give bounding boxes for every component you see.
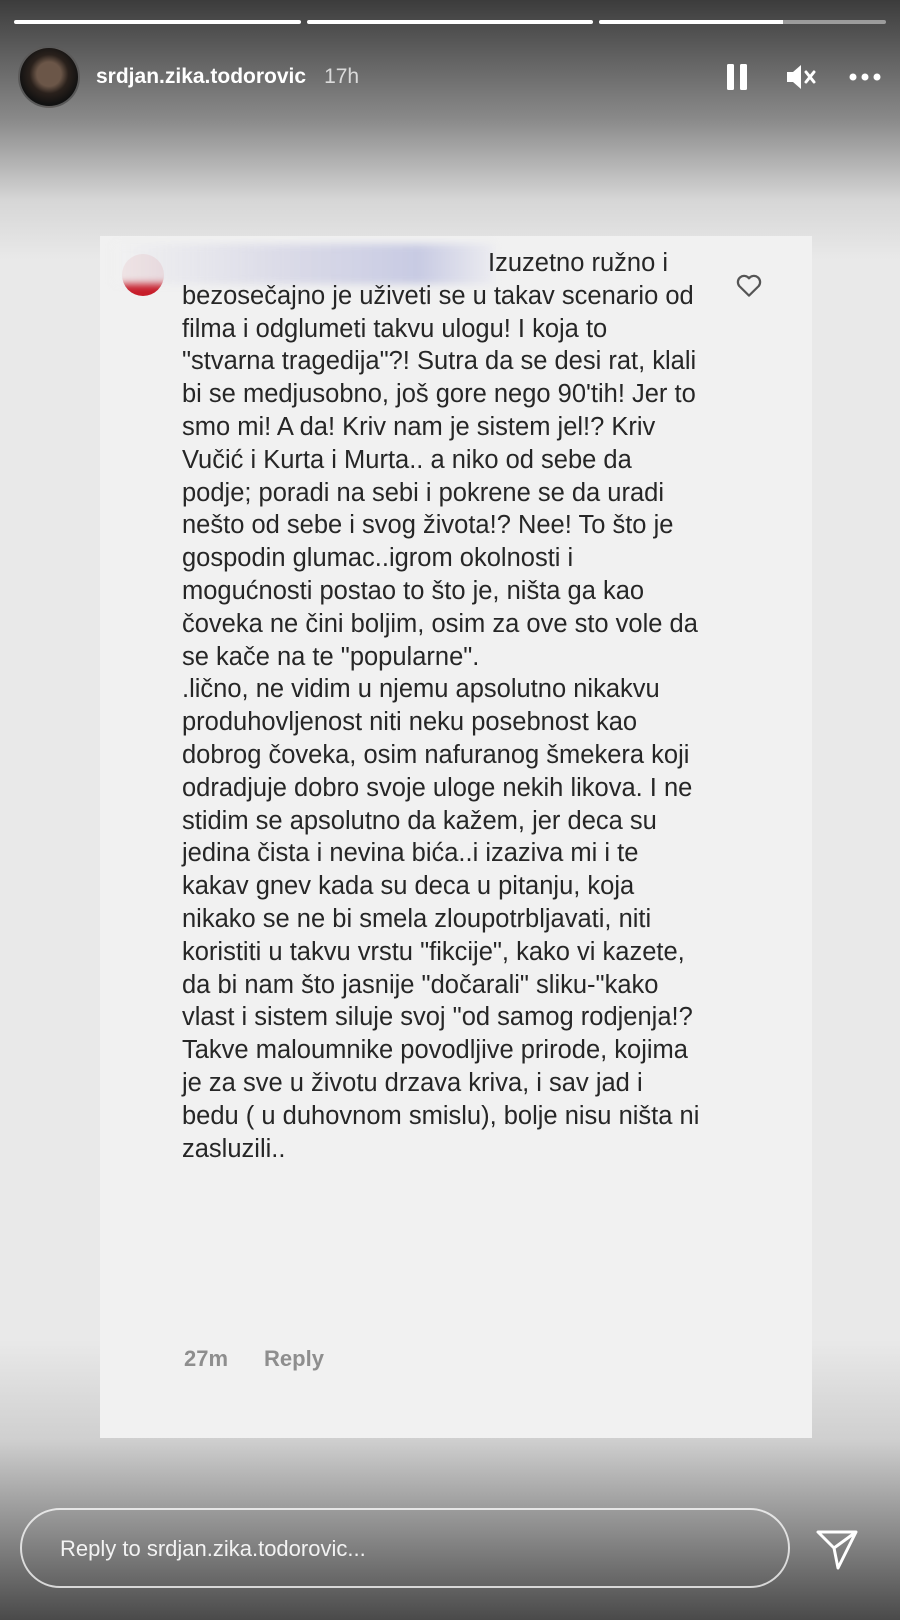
story-time: 17h xyxy=(324,65,360,88)
progress-fill xyxy=(599,20,782,24)
progress-segment xyxy=(307,20,594,24)
heart-icon[interactable] xyxy=(734,270,764,300)
progress-fill xyxy=(307,20,594,24)
avatar[interactable] xyxy=(18,46,80,108)
reply-bar xyxy=(20,1508,790,1588)
header-controls xyxy=(720,60,882,94)
comment-card xyxy=(100,236,812,1438)
comment-meta xyxy=(184,1346,324,1372)
comment-time: 27m xyxy=(184,1346,229,1371)
reply-link[interactable]: Reply xyxy=(264,1346,324,1371)
more-icon[interactable] xyxy=(848,60,882,94)
pause-icon[interactable] xyxy=(720,60,754,94)
progress-segment xyxy=(14,20,301,24)
progress-segment xyxy=(599,20,886,24)
reply-input[interactable] xyxy=(58,1510,752,1588)
send-icon[interactable] xyxy=(814,1526,860,1572)
progress-fill xyxy=(14,20,301,24)
story-header xyxy=(18,46,882,108)
comment-text: Izuzetno ružno i bezosečajno je uživeti se u takav scenario od filma i odglumeti takvu ulogu! I koja to "stvarna tragedija"?! Sutra da se desi rat, klali bi se medjusobno, još gore nego 90'tih! Jer to smo mi! A da! Kriv nam je sistem jel!? Kriv Vučić i Kurta i Murta.. a niko od sebe da podje; poradi na sebi i pokrene se da uradi nešto od sebe i svog života!? Nee! To što je gospodin glumac..igrom okolnosti i mogućnosti postao to što je, ništa ga kao čoveka ne čini boljim, osim za ove sto vole da se kače na te "popularne". .lično, ne vidim u njemu apsolutno nikakvu produhovljenost niti neku posebnost kao dobrog čoveka, osim nafuranog šmekera koji odradjuje dobro svoje uloge nekih likova. I ne stidim se apsolutno da kažem, jer deca su jedina čista i nevina bića..i izaziva mi i te kakav gnev kada su deca u pitanju, koja nikako se ne bi smela zloupotrbljavati, niti koristiti u takvu vrstu "fikcije", kako vi kazete, da bi nam što jasnije "dočarali" sliku-"kako vlast i sistem siluje svoj "od samog rodjenja!? Takve maloumnike povodljive prirode, kojima je za sve u životu drzava kriva, i sav jad i bedu ( u duhovnom smislu), bolje nisu ništa ni zasluzili.. xyxy=(182,249,700,1163)
username[interactable]: srdjan.zika.todorovic xyxy=(96,65,307,88)
mute-icon[interactable] xyxy=(784,60,818,94)
story-progress-bar xyxy=(14,20,886,24)
